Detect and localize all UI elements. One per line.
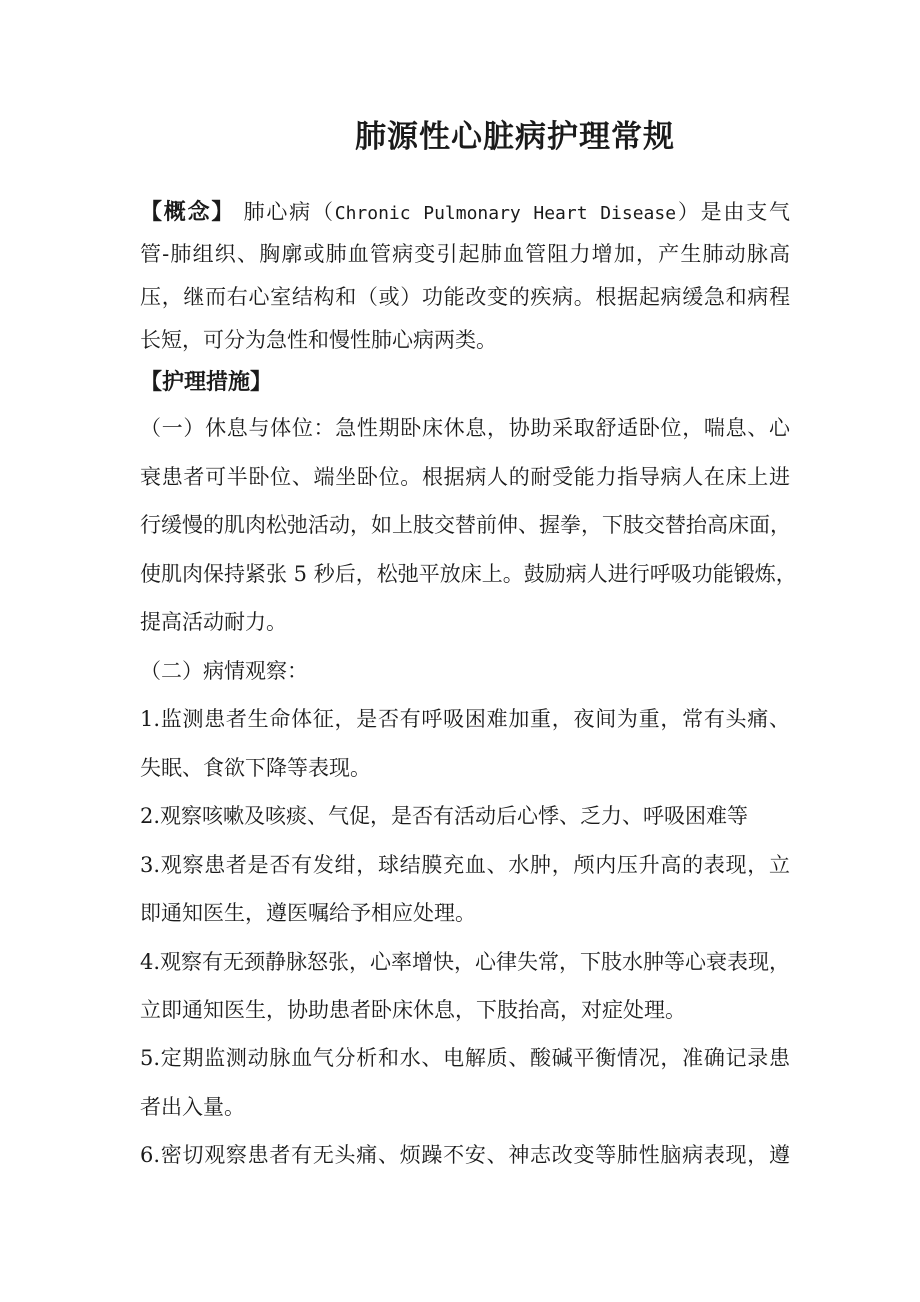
observation-line-2: 失眠、食欲下降等表现。: [140, 756, 371, 780]
concept-line-2: 管-肺组织、胸廓或肺血管病变引起肺血管阻力增加，产生肺动脉高: [140, 242, 790, 266]
concept-line-3: 压，继而右心室结构和（或）功能改变的疾病。根据起病缓急和病程: [140, 285, 790, 309]
observation-line-10: 6.密切观察患者有无头痛、烦躁不安、神志改变等肺性脑病表现，遵: [140, 1143, 790, 1167]
concept-line-1: [140, 197, 790, 229]
observation-line-4: 3.观察患者是否有发绀，球结膜充血、水肿，颅内压升高的表现，立: [140, 853, 790, 877]
document-title: 肺源性心脏病护理常规: [355, 119, 675, 155]
concept-intro-en: Chronic Pulmonary Heart Disease: [334, 203, 677, 224]
rest-line-4: 使肌肉保持紧张 5 秒后，松弛平放床上。鼓励病人进行呼吸功能锻炼，: [140, 562, 797, 586]
concept-intro-post: ）是由支气: [676, 200, 790, 224]
observation-line-6: 4.观察有无颈静脉怒张，心率增快，心律失常，下肢水肿等心衰表现，: [140, 950, 791, 974]
measures-heading: 【护理措施】: [140, 369, 273, 395]
observation-line-7: 立即通知医生，协助患者卧床休息，下肢抬高，对症处理。: [140, 998, 686, 1022]
observation-line-3: 2.观察咳嗽及咳痰、气促，是否有活动后心悸、乏力、呼吸困难等: [140, 804, 749, 828]
concept-tag: 【概念】: [140, 199, 236, 225]
observation-line-9: 者出入量。: [140, 1095, 245, 1119]
rest-line-5: 提高活动耐力。: [140, 610, 287, 634]
observation-heading: （二）病情观察：: [140, 659, 308, 683]
concept-line-4: 长短，可分为急性和慢性肺心病两类。: [140, 328, 497, 352]
observation-line-1: 1.监测患者生命体征，是否有呼吸困难加重，夜间为重，常有头痛、: [140, 707, 790, 731]
rest-line-1: （一）休息与体位：急性期卧床休息，协助采取舒适卧位，喘息、心: [140, 416, 790, 440]
rest-line-3: 行缓慢的肌肉松弛活动，如上肢交替前伸、握拳，下肢交替抬高床面，: [140, 513, 791, 537]
rest-line-2: 衰患者可半卧位、端坐卧位。根据病人的耐受能力指导病人在床上进: [140, 465, 790, 489]
concept-intro-pre: 肺心病（: [243, 200, 335, 224]
observation-line-5: 即通知医生，遵医嘱给予相应处理。: [140, 901, 476, 925]
observation-line-8: 5.定期监测动脉血气分析和水、电解质、酸碱平衡情况，准确记录患: [140, 1046, 790, 1070]
